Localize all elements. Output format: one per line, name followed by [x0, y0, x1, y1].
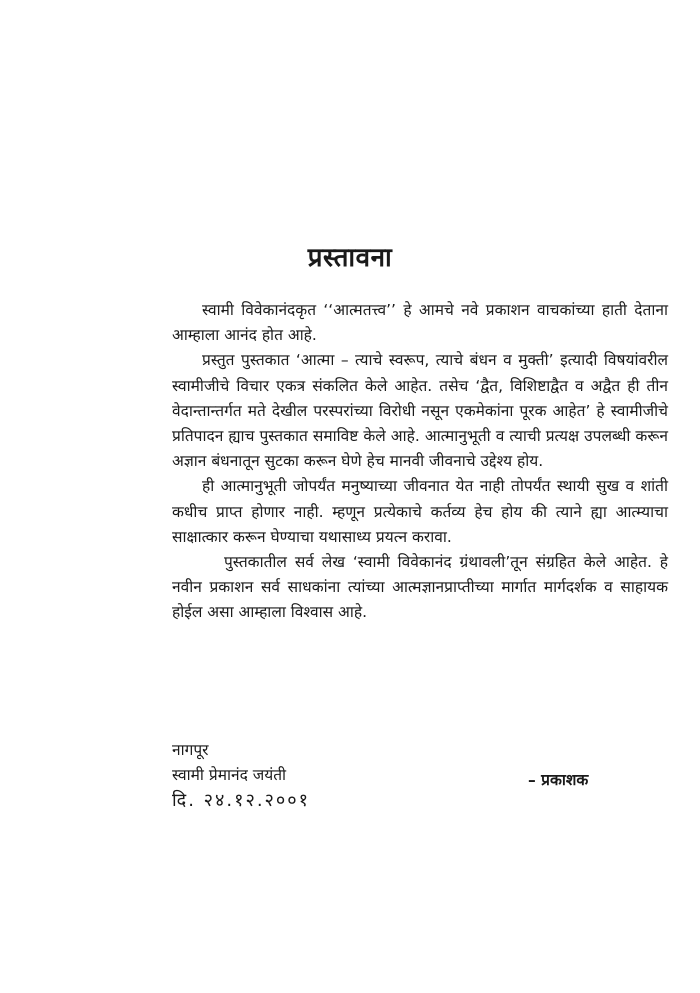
paragraph-4: पुस्तकातील सर्व लेख ‘स्वामी विवेकानंद ग्रंथावली’तून संग्रहित केले आहेत. हे नवीन प्रकाशन सर्व साधकांना त्यांच्या आत्मज्ञानप्राप्तीच्या मार्गात मार्गदर्शक व साहायक होईल असा आम्हाला विश्वास आहे.: [172, 553, 668, 622]
page-title: प्रस्तावना: [307, 243, 393, 273]
place-label: नागपूर: [172, 741, 209, 759]
publisher-label: – प्रकाशक: [528, 771, 589, 789]
preface-body: [172, 298, 668, 626]
paragraph-1: स्वामी विवेकानंदकृत ‘‘आत्मतत्त्व’’ हे आमचे नवे प्रकाशन वाचकांच्या हाती देताना आम्हाला आनंद होत आहे.: [172, 301, 668, 345]
occasion-label: स्वामी प्रेमानंद जयंती: [172, 766, 287, 784]
paragraph-3: ही आत्मानुभूती जोपर्यंत मनुष्याच्या जीवनात येत नाही तोपर्यंत स्थायी सुख व शांती कधीच प्राप्त होणार नाही. म्हणून प्रत्येकाचे कर्तव्य हेच होय की त्याने ह्या आत्म्याचा साक्षात्कार करून घेण्याचा यथासाध्य प्रयत्न करावा.: [172, 477, 668, 546]
signature-block: [172, 738, 310, 813]
paragraph-2: प्रस्तुत पुस्तकात ‘आत्मा – त्याचे स्वरूप, त्याचे बंधन व मुक्ती’ इत्यादी विषयांवरील स्वामीजीचे विचार एकत्र संकलित केले आहेत. तसेच ‘द्वैत, विशिष्टाद्वैत व अद्वैत ही तीन वेदान्तान्तर्गत मते देखील परस्परांच्या विरोधी नसून एकमेकांना पूरक आहेत’ हे स्वामीजीचे प्रतिपादन ह्याच पुस्तकात समाविष्ट केले आहे. आत्मानुभूती व त्याची प्रत्यक्ष उपलब्धी करून अज्ञान बंधनातून सुटका करून घेणे हेच मानवी जीवनाचे उद्देश्य होय.: [172, 351, 668, 471]
date-label: दि. २४.१२.२००१: [172, 790, 310, 811]
